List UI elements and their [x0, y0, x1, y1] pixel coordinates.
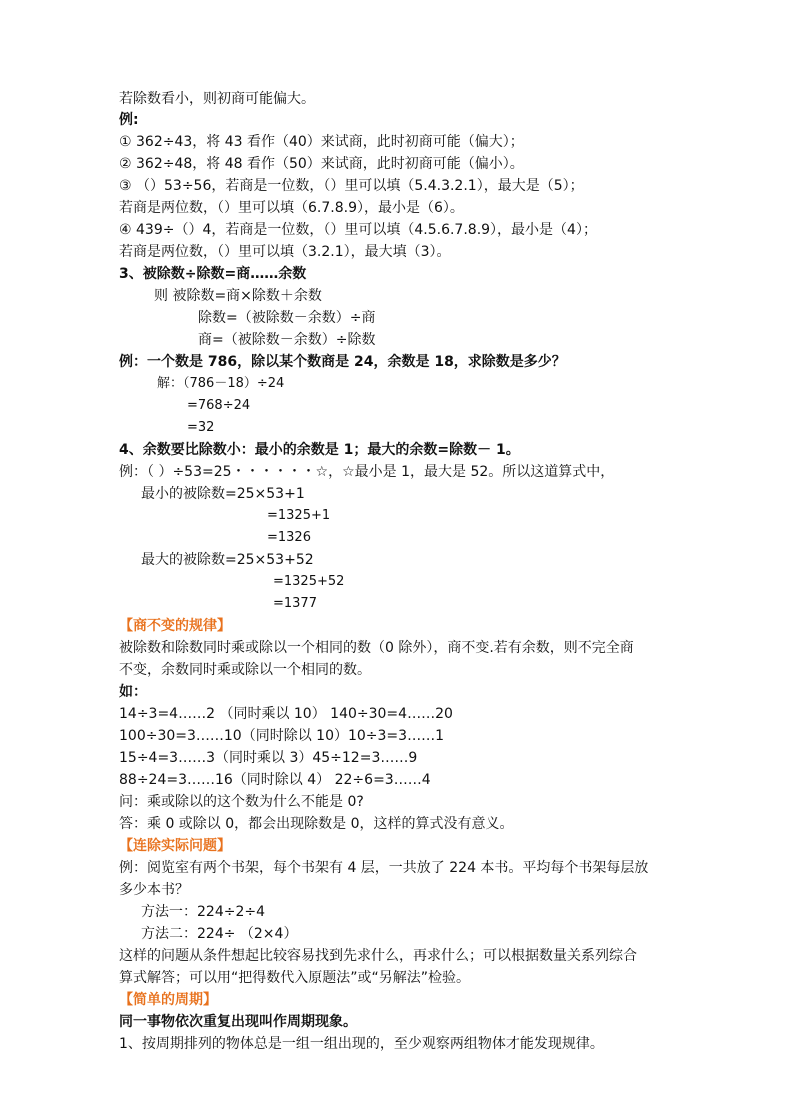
text-line-44: 1、按周期排列的物体总是一组一组出现的，至少观察两组物体才能发现规律。: [119, 1036, 604, 1052]
text-line-7: ④ 439÷（）4，若商是一位数，（）里可以填（4.5.6.7.8.9），最小是（4）；: [119, 222, 597, 238]
example-line-2: 例：一个数是 786，除以某个数商是 24，余数是 18，求除数是多少？: [119, 354, 566, 370]
formula-line-3: 商=（被除数－余数）÷除数: [198, 332, 376, 348]
section-heading-4: 4、余数要比除数小：最小的余数是 1；最大的余数=除数－ 1。: [119, 442, 520, 458]
formula-line-1: 则 被除数=商×除数＋余数: [154, 288, 322, 304]
computation-line-3: =1326: [267, 530, 311, 545]
equation-line-2: 100÷30=3……10（同时除以 10）10÷3=3……1: [119, 728, 444, 744]
answer-line: 答：乘 0 或除以 0，都会出现除数是 0，这样的算式没有意义。: [119, 816, 514, 832]
equation-line-4: 88÷24=3……16（同时除以 4） 22÷6=3……4: [119, 772, 431, 788]
section-heading-cycle: 【简单的周期】: [119, 992, 217, 1008]
text-line-3: ① 362÷43，将 43 看作（40）来试商，此时初商可能（偏大）；: [119, 134, 524, 150]
text-line-26: 被除数和除数同时乘或除以一个相同的数（0 除外），商不变.若有余数，则不完全商: [119, 640, 634, 656]
example-line-4: 例：阅览室有两个书架，每个书架有 4 层，一共放了 224 本书。平均每个书架每层放: [119, 860, 649, 876]
computation-line-4: 最大的被除数=25×53+52: [141, 552, 314, 568]
text-line-27: 不变，余数同时乘或除以一个相同的数。: [119, 662, 371, 678]
question-line: 问：乘或除以的这个数为什么不能是 0?: [119, 794, 364, 810]
equation-line-3: 15÷4=3……3（同时乘以 3）45÷12=3……9: [119, 750, 418, 766]
computation-line-6: =1377: [273, 596, 317, 611]
computation-line-1: 最小的被除数=25×53+1: [141, 486, 305, 502]
example-line-5: 多少本书？: [119, 882, 189, 898]
solution-line-2: =768÷24: [187, 398, 251, 413]
text-line-4: ② 362÷48，将 48 看作（50）来试商，此时初商可能（偏小）。: [119, 156, 524, 172]
text-line-40: 这样的问题从条件想起比较容易找到先求什么，再求什么；可以根据数量关系列综合: [119, 948, 637, 964]
example-line-3: 例：（ ）÷53=25・・・・・・☆，☆最小是 1，最大是 52。所以这道算式中，: [119, 464, 615, 480]
section-heading-rule: 【商不变的规律】: [119, 618, 231, 634]
solution-line-1: 解：（786－18）÷24: [157, 376, 285, 391]
method-line-1: 方法一：224÷2÷4: [141, 904, 265, 920]
method-line-2: 方法二：224÷ （2×4）: [141, 926, 298, 942]
text-line-5: ③ （）53÷56，若商是一位数，（）里可以填（5.4.3.2.1），最大是（5）；: [119, 178, 584, 194]
section-heading-3: 3、被除数÷除数=商……余数: [119, 266, 307, 282]
text-line-41: 算式解答；可以用“把得数代入原题法”或“另解法”检验。: [119, 970, 471, 986]
example-label-2: 如：: [119, 684, 147, 700]
section-heading-division: 【连除实际问题】: [119, 838, 231, 854]
text-line-8: 若商是两位数，（）里可以填（3.2.1），最大填（3）。: [119, 244, 451, 260]
text-line-1: 若除数看小，则初商可能偏大。: [119, 91, 315, 107]
computation-line-2: =1325+1: [267, 508, 331, 523]
computation-line-5: =1325+52: [273, 574, 345, 589]
definition-line: 同一事物依次重复出现叫作周期现象。: [119, 1014, 357, 1030]
solution-line-3: =32: [187, 420, 215, 435]
formula-line-2: 除数=（被除数－余数）÷商: [198, 310, 376, 326]
example-label-1: 例:: [119, 112, 139, 128]
equation-line-1: 14÷3=4……2 （同时乘以 10） 140÷30=4……20: [119, 706, 453, 722]
text-line-6: 若商是两位数，（）里可以填（6.7.8.9），最小是（6）。: [119, 200, 464, 216]
